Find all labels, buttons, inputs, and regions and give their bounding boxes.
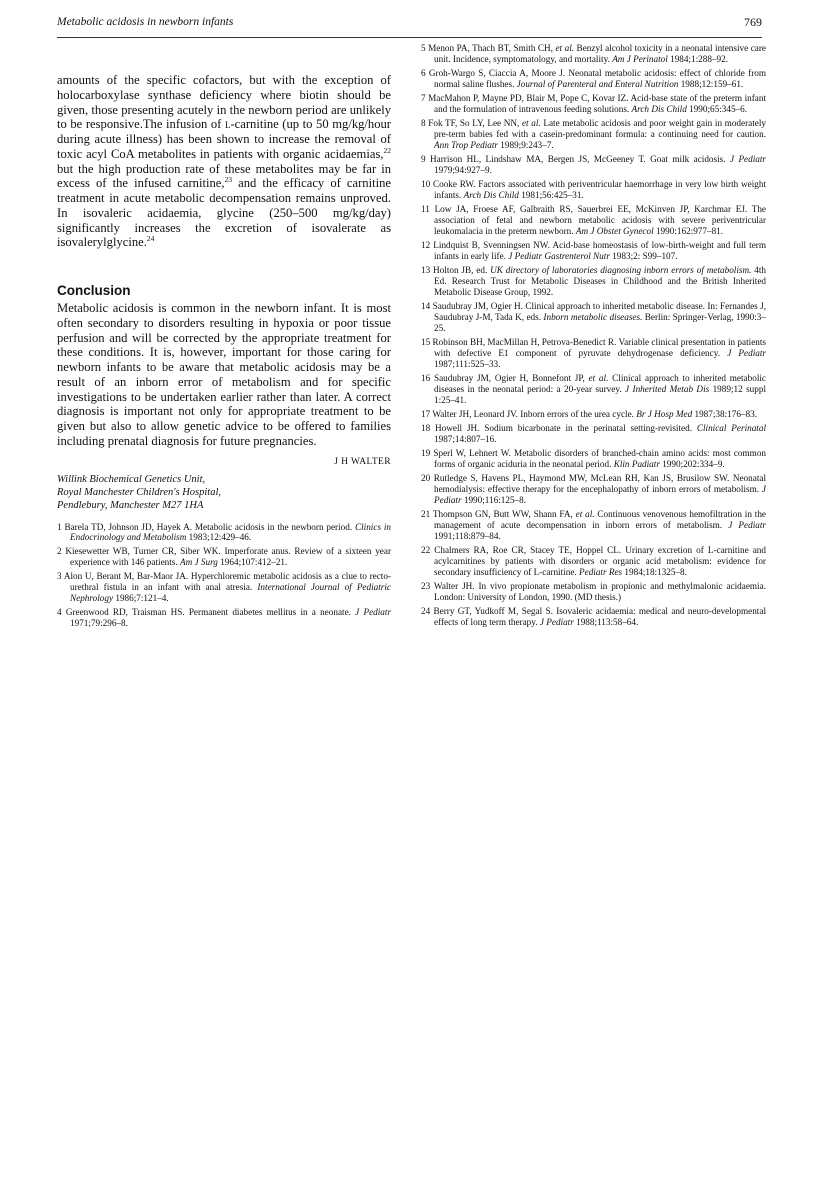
conclusion-heading: Conclusion <box>57 283 131 298</box>
reference-item: 22 Chalmers RA, Roe CR, Stacey TE, Hoppel CL. Urinary excretion of L-carnitine and acylcarnitines by patients with disorders or organic acid metabolism: evidence for secondary insufficiency of L-carnitine. Pediatr Res 1984;18:1325–8. <box>421 545 766 577</box>
citation-sup: 23 <box>224 175 232 185</box>
reference-item: 20 Rutledge S, Havens PL, Haymond MW, McLean RH, Kan JS, Brusilow SW. Neonatal hemodialysis: effective therapy for the encephalopathy of inborn errors of metabolism. J Pediatr 1990;116:125–8. <box>421 473 767 505</box>
author-affiliation: Willink Biochemical Genetics Unit, Royal Manchester Children's Hospital, Pendlebury, Manchester M27 1HA <box>57 473 222 511</box>
left-column <box>57 73 391 632</box>
author-name: J H WALTER <box>334 456 391 467</box>
reference-item: 19 Sperl W, Lehnert W. Metabolic disorders of branched-chain amino acids: most common forms of organic aciduria in the neonatal period. Klin Padiatr 1990;202:334–9. <box>421 448 767 470</box>
reference-item: 3 Alon U, Berant M, Bar-Maor JA. Hyperchloremic metabolic acidosis as a clue to recto-urethral fistula in an infant with anal atresia. International Journal of Pediatric Nephrology 1986;7:121–4. <box>57 571 392 603</box>
citation-sup: 24 <box>146 234 155 244</box>
conclusion-paragraph: Metabolic acidosis is common in the newborn infant. It is most often secondary to disorders resulting in hypoxia or poor tissue perfusion and will be corrected by the appropriate treatment for these conditions. It is, however, important for those caring for newborn infants to be aware that metabolic acidosis may be a result of an inborn error of metabolism and for specific investigations to be undertaken earlier rather than later. A correct diagnosis is important not only for appropriate treatment to be given but also to allow genetic advice to be offered to families including prenatal diagnosis for future pregnancies. <box>57 301 391 448</box>
reference-item: 5 Menon PA, Thach BT, Smith CH, et al. Benzyl alcohol toxicity in a neonatal intensive care unit. Incidence, symptomatology, and mortality. Am J Perinatol 1984;1:288–92. <box>421 43 766 64</box>
running-head: Metabolic acidosis in newborn infants <box>57 16 234 28</box>
reference-item: 1 Barela TD, Johnson JD, Hayek A. Metabolic acidosis in the newborn period. Clinics in Endocrinology and Metabolism 1983;12:429–46. <box>57 521 391 543</box>
page-header <box>57 15 762 38</box>
body-paragraph: amounts of the specific cofactors, but with the exception of holocarboxylase synthase deficiency where biotin should be given, those presenting acutely in the newborn period are unlikely to be responsive.The infusion of l-carnitine (up to 50 mg/kg/hour during acute illness) has been shown to increase the removal of toxic acyl CoA metabolites in patients with organic acidaemias,$^{22}$ but the high production rate of these metabolites may be far in excess of the infused carnitine,$^{23}$ and the efficacy of carnitine treatment in acute metabolic decompensation remains unproved. In isovaleric acidaemia, glycine (250–500 mg/kg/day) significantly increases the excretion of isovalerate as isovalerylglycine.$^{24}$ <box>57 73 391 250</box>
reference-item: 10 Cooke RW. Factors associated with periventricular haemorrhage in very low birth weight infants. Arch Dis Child 1981;56:425–31. <box>421 179 766 201</box>
reference-item: 13 Holton JB, ed. UK directory of laboratories diagnosing inborn errors of metabolism. 4th Ed. Research Trust for Metabolic Diseases in Childhood and the British Inherited Metabolic Disease Group, 1992. <box>421 265 767 297</box>
citation-sup: 22 <box>383 145 391 155</box>
reference-item: 8 Fok TF, So LY, Lee NN, et al. Late metabolic acidosis and poor weight gain in moderately pre-term babies fed with a casein-predominant formula: a continuing need for caution. Ann Trop Pediatr 1989;9:243–7. <box>421 118 766 150</box>
reference-item: 21 Thompson GN, Butt WW, Shann FA, et al. Continuous venovenous hemofiltration in the management of acute decompensation in inborn errors of metabolism. J Pediatr 1991;118:879–84. <box>421 509 766 541</box>
reference-list-left <box>57 522 391 629</box>
reference-item: 11 Low JA, Froese AF, Galbraith RS, Sauerbrei EE, McKinven JP, Karchmar EJ. The association of fetal and newborn metabolic acidosis with severe periventricular leukomalacia in the preterm newborn. Am J Obstet Gynecol 1990:162:977–81. <box>421 204 767 236</box>
reference-item: 24 Berry GT, Yudkoff M, Segal S. Isovaleric acidaemia: medical and neuro-developmental effects of long term therapy. J Pediatr 1988;113:58–64. <box>421 606 766 627</box>
reference-item: 2 Kiesewetter WB, Turner CR, Siber WK. Imperforate anus. Review of a sixteen year experience with 146 patients. Am J Surg 1964;107:412–21. <box>57 546 392 568</box>
reference-list-right <box>421 43 766 628</box>
reference-item: 6 Groh-Wargo S, Ciaccia A, Moore J. Neonatal metabolic acidosis: effect of chloride from normal saline flushes. Journal of Parenteral and Enteral Nutrition 1988;12:159–61. <box>421 68 767 89</box>
reference-item: 18 Howell JH. Sodium bicarbonate in the perinatal setting-revisited. Clinical Perinatal 1987;14:807–16. <box>421 423 767 444</box>
reference-item: 23 Walter JH. In vivo propionate metabolism in propionic and methylmalonic acidaemia. London: University of London, 1990. (MD thesis.) <box>421 581 766 602</box>
reference-item: 9 Harrison HL, Lindshaw MA, Bergen JS, McGeeney T. Goat milk acidosis. J Pediatr 1979;94:927–9. <box>421 154 767 175</box>
reference-item: 17 Walter JH, Leonard JV. Inborn errors of the urea cycle. Br J Hosp Med 1987;38:176–83. <box>421 408 757 419</box>
right-column <box>421 43 766 631</box>
reference-item: 15 Robinson BH, MacMillan H, Petrova-Benedict R. Variable clinical presentation in patients with defective E1 component of pyruvate dehydrogenase deficiency. J Pediatr 1987;111:525–33. <box>421 337 767 369</box>
reference-item: 14 Saudubray JM, Ogier H. Clinical approach to inherited metabolic disease. In: Fernandes J, Saudubray J-M, Tada K, eds. Inborn metabolic diseases. Berlin: Springer-Verlag, 1990:3–25. <box>421 301 766 333</box>
reference-item: 12 Lindquist B, Svenningsen NW. Acid-base homeostasis of low-birth-weight and full term infants in early life. J Pediatr Gastrenterol Nutr 1983;2: S99–107. <box>421 240 766 262</box>
reference-item: 7 MacMahon P, Mayne PD, Blair M, Pope C, Kovar IZ. Acid-base state of the preterm infant and the formulation of intravenous feeding solutions. Arch Dis Child 1990;65:345–6. <box>421 93 767 114</box>
reference-item: 16 Saudubray JM, Ogier H, Bonnefont JP, et al. Clinical approach to inherited metabolic diseases in the neonatal period: a 20-year survey. J Inherited Metab Dis 1989;12 suppl 1:25–41. <box>421 373 767 405</box>
page-number: 769 <box>744 15 762 29</box>
reference-item: 4 Greenwood RD, Traisman HS. Permanent diabetes mellitus in a neonate. J Pediatr 1971;79:296–8. <box>57 606 392 628</box>
